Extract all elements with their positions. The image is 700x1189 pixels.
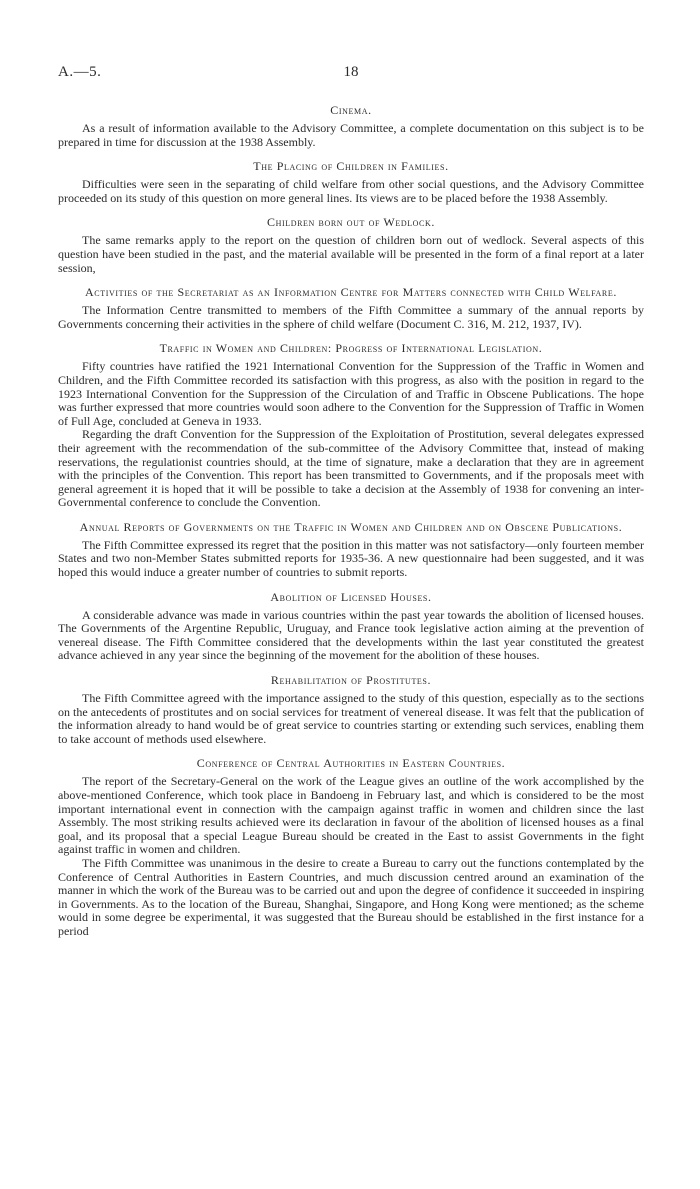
page-number: 18 xyxy=(343,64,359,80)
section-heading-conference: Conference of Central Authorities in Eastern Countries. xyxy=(196,756,506,771)
page-header xyxy=(58,64,644,82)
paragraph: Difficulties were seen in the separating of child welfare from other social questions, and the Advisory Committee proceeded on its study of this question on more general lines. Its views are to be placed before the 1938 Assembly. xyxy=(58,177,644,205)
paragraph: Fifty countries have ratified the 1921 International Convention for the Suppression of the Traffic in Women and Children, and the Fifth Committee recorded its satisfaction with this progress, as also with the position in regard to the 1923 International Convention for the Suppression of the Circulation of and Traffic in Obscene Publications. The hope was further expressed that more countries would soon adhere to the Convention for the Suppression of Traffic in Women of Full Age, concluded at Geneva in 1933. xyxy=(58,359,644,428)
document-reference: A.—5. xyxy=(58,64,102,80)
paragraph: The Information Centre transmitted to members of the Fifth Committee a summary of the annual reports by Governments concerning their activities in the sphere of child welfare (Document C. 316, M. 212, 1937, IV). xyxy=(58,303,644,331)
paragraph: As a result of information available to the Advisory Committee, a complete documentation on this subject is to be prepared in time for discussion at the 1938 Assembly. xyxy=(58,121,644,149)
section-heading-secretariat: Activities of the Secretariat as an Information Centre for Matters connected with Child Welfare. xyxy=(85,285,617,300)
section-heading-annual-reports: Annual Reports of Governments on the Traffic in Women and Children and on Obscene Publications. xyxy=(79,519,623,534)
section-heading-placing: The Placing of Children in Families. xyxy=(253,159,449,174)
section-heading-wedlock: Children born out of Wedlock. xyxy=(267,215,435,230)
paragraph: The Fifth Committee expressed its regret that the position in this matter was not satisfactory—only fourteen member States and two non-Member States submitted reports for 1935-36. A new questionnaire had been suggested, and it was hoped this would induce a greater number of countries to submit reports. xyxy=(58,537,644,580)
section-heading-cinema: Cinema. xyxy=(330,103,372,117)
paragraph: Regarding the draft Convention for the Suppression of the Exploitation of Prostitution, several delegates expressed their agreement with the recommendation of the sub-committee of the Advisory Committee that, instead of making reservations, the regulationist countries should, at the time of signature, make a declaration that they are in agreement with the principles of the Convention. This report has been transmitted to Governments, and if the proposals meet with general agreement it is hoped that it will be possible to take a decision at the Assembly of 1938 for convening an inter-Governmental conference to conclude the Convention. xyxy=(58,427,644,510)
paragraph: The report of the Secretary-General on the work of the League gives an outline of the work accomplished by the above-mentioned Conference, which took place in Bandoeng in February last, and which is considered to be the most important international event in connection with the campaign against traffic in women and children since the last Assembly. The most striking results achieved were its declaration in favour of the abolition of licensed houses as a final goal, and its proposal that a special League Bureau should be created in the East to assist Governments in the fight against traffic in women and children. xyxy=(58,774,644,857)
document-body xyxy=(58,104,644,939)
section-heading-abolition: Abolition of Licensed Houses. xyxy=(270,589,432,604)
paragraph: The Fifth Committee was unanimous in the desire to create a Bureau to carry out the functions contemplated by the Conference of Central Authorities in Eastern Countries, and much discussion centred around an examination of the manner in which the work of the Bureau was to be carried out and upon the degree of confidence it succeeded in inspiring in Governments. As to the location of the Bureau, Shanghai, Singapore, and Hong Kong were mentioned; as the scheme would in some degree be experimental, it was suggested that the Bureau should be established in the first instance for a period xyxy=(58,855,644,938)
section-heading-traffic: Traffic in Women and Children: Progress of International Legislation. xyxy=(159,341,543,356)
paragraph: The same remarks apply to the report on the question of children born out of wedlock. Several aspects of this question have been studied in the past, and the material available will be presented in the form of a final report at a later session, xyxy=(58,233,644,275)
section-heading-rehabilitation: Rehabilitation of Prostitutes. xyxy=(270,673,432,688)
paragraph: The Fifth Committee agreed with the importance assigned to the study of this question, especially as to the sections on the antecedents of prostitutes and on social services for treatment of venereal disease. It was felt that the publication of the information already to hand would be of great service to countries starting or extending such services, enabling them to take account of methods used elsewhere. xyxy=(58,691,644,746)
paragraph: A considerable advance was made in various countries within the past year towards the abolition of licensed houses. The Governments of the Argentine Republic, Uruguay, and France took legislative action aiming at the prevention of venereal disease. The Fifth Committee considered that the developments within the last year constituted the greatest advance achieved in any year since the beginning of the movement for the abolition of these houses. xyxy=(58,607,644,663)
